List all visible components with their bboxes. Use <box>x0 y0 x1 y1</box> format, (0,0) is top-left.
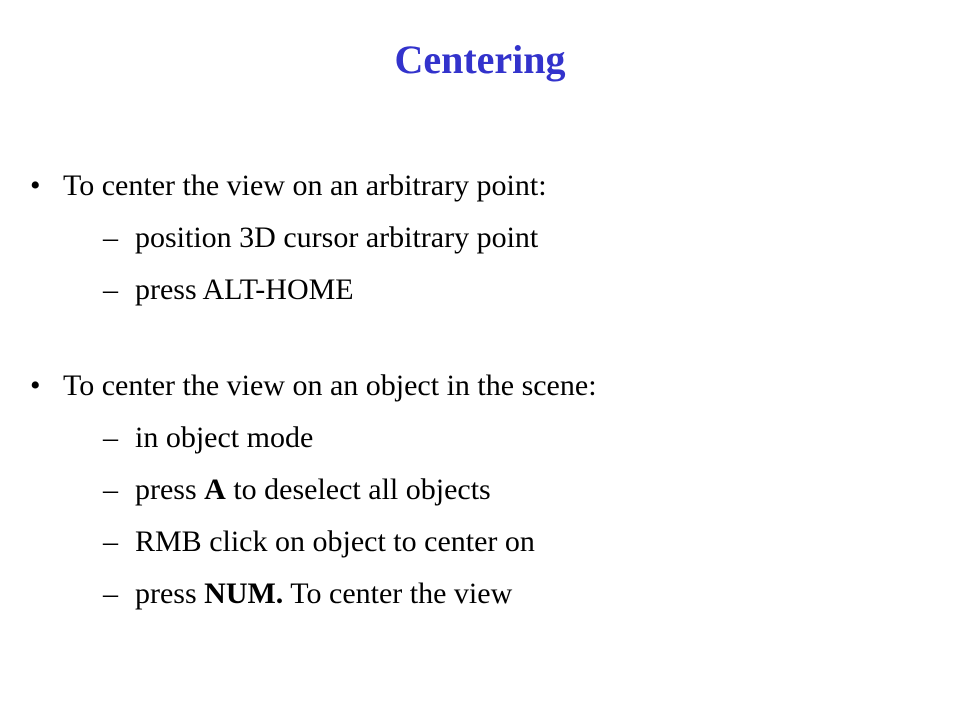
sub-item-text: To center the view <box>283 577 513 610</box>
key-label: NUM. <box>204 577 284 610</box>
bullet-icon: • <box>30 369 41 402</box>
sub-item-text: in object mode <box>135 421 314 454</box>
key-label: A <box>204 473 226 506</box>
sub-item-text: press <box>135 473 205 506</box>
sub-item-text: RMB click on object to center on <box>135 525 535 558</box>
dash-icon: – <box>103 525 118 558</box>
bullet-text: To center the view on an arbitrary point: <box>63 169 547 202</box>
dash-icon: – <box>103 221 118 254</box>
slide-title: Centering <box>394 37 566 82</box>
bullet-item <box>30 360 930 620</box>
sub-item-text: position 3D cursor arbitrary point <box>135 221 539 254</box>
sub-item <box>103 568 930 620</box>
dash-icon: – <box>103 473 118 506</box>
sub-list <box>63 212 930 316</box>
dash-icon: – <box>103 273 118 306</box>
sub-item <box>103 516 930 568</box>
sub-item-text: press <box>135 577 205 610</box>
sub-item-text: to deselect all objects <box>225 473 491 506</box>
section-spacer <box>30 316 930 360</box>
sub-item <box>103 212 930 264</box>
sub-list <box>63 412 930 620</box>
sub-item <box>103 264 930 316</box>
dash-icon: – <box>103 577 118 610</box>
dash-icon: – <box>103 421 118 454</box>
bullet-list <box>30 160 930 620</box>
bullet-item <box>30 160 930 316</box>
sub-item <box>103 464 930 516</box>
sub-item <box>103 412 930 464</box>
bullet-icon: • <box>30 169 41 202</box>
bullet-text: To center the view on an object in the scene: <box>63 369 597 402</box>
sub-item-text: press ALT-HOME <box>135 273 354 306</box>
